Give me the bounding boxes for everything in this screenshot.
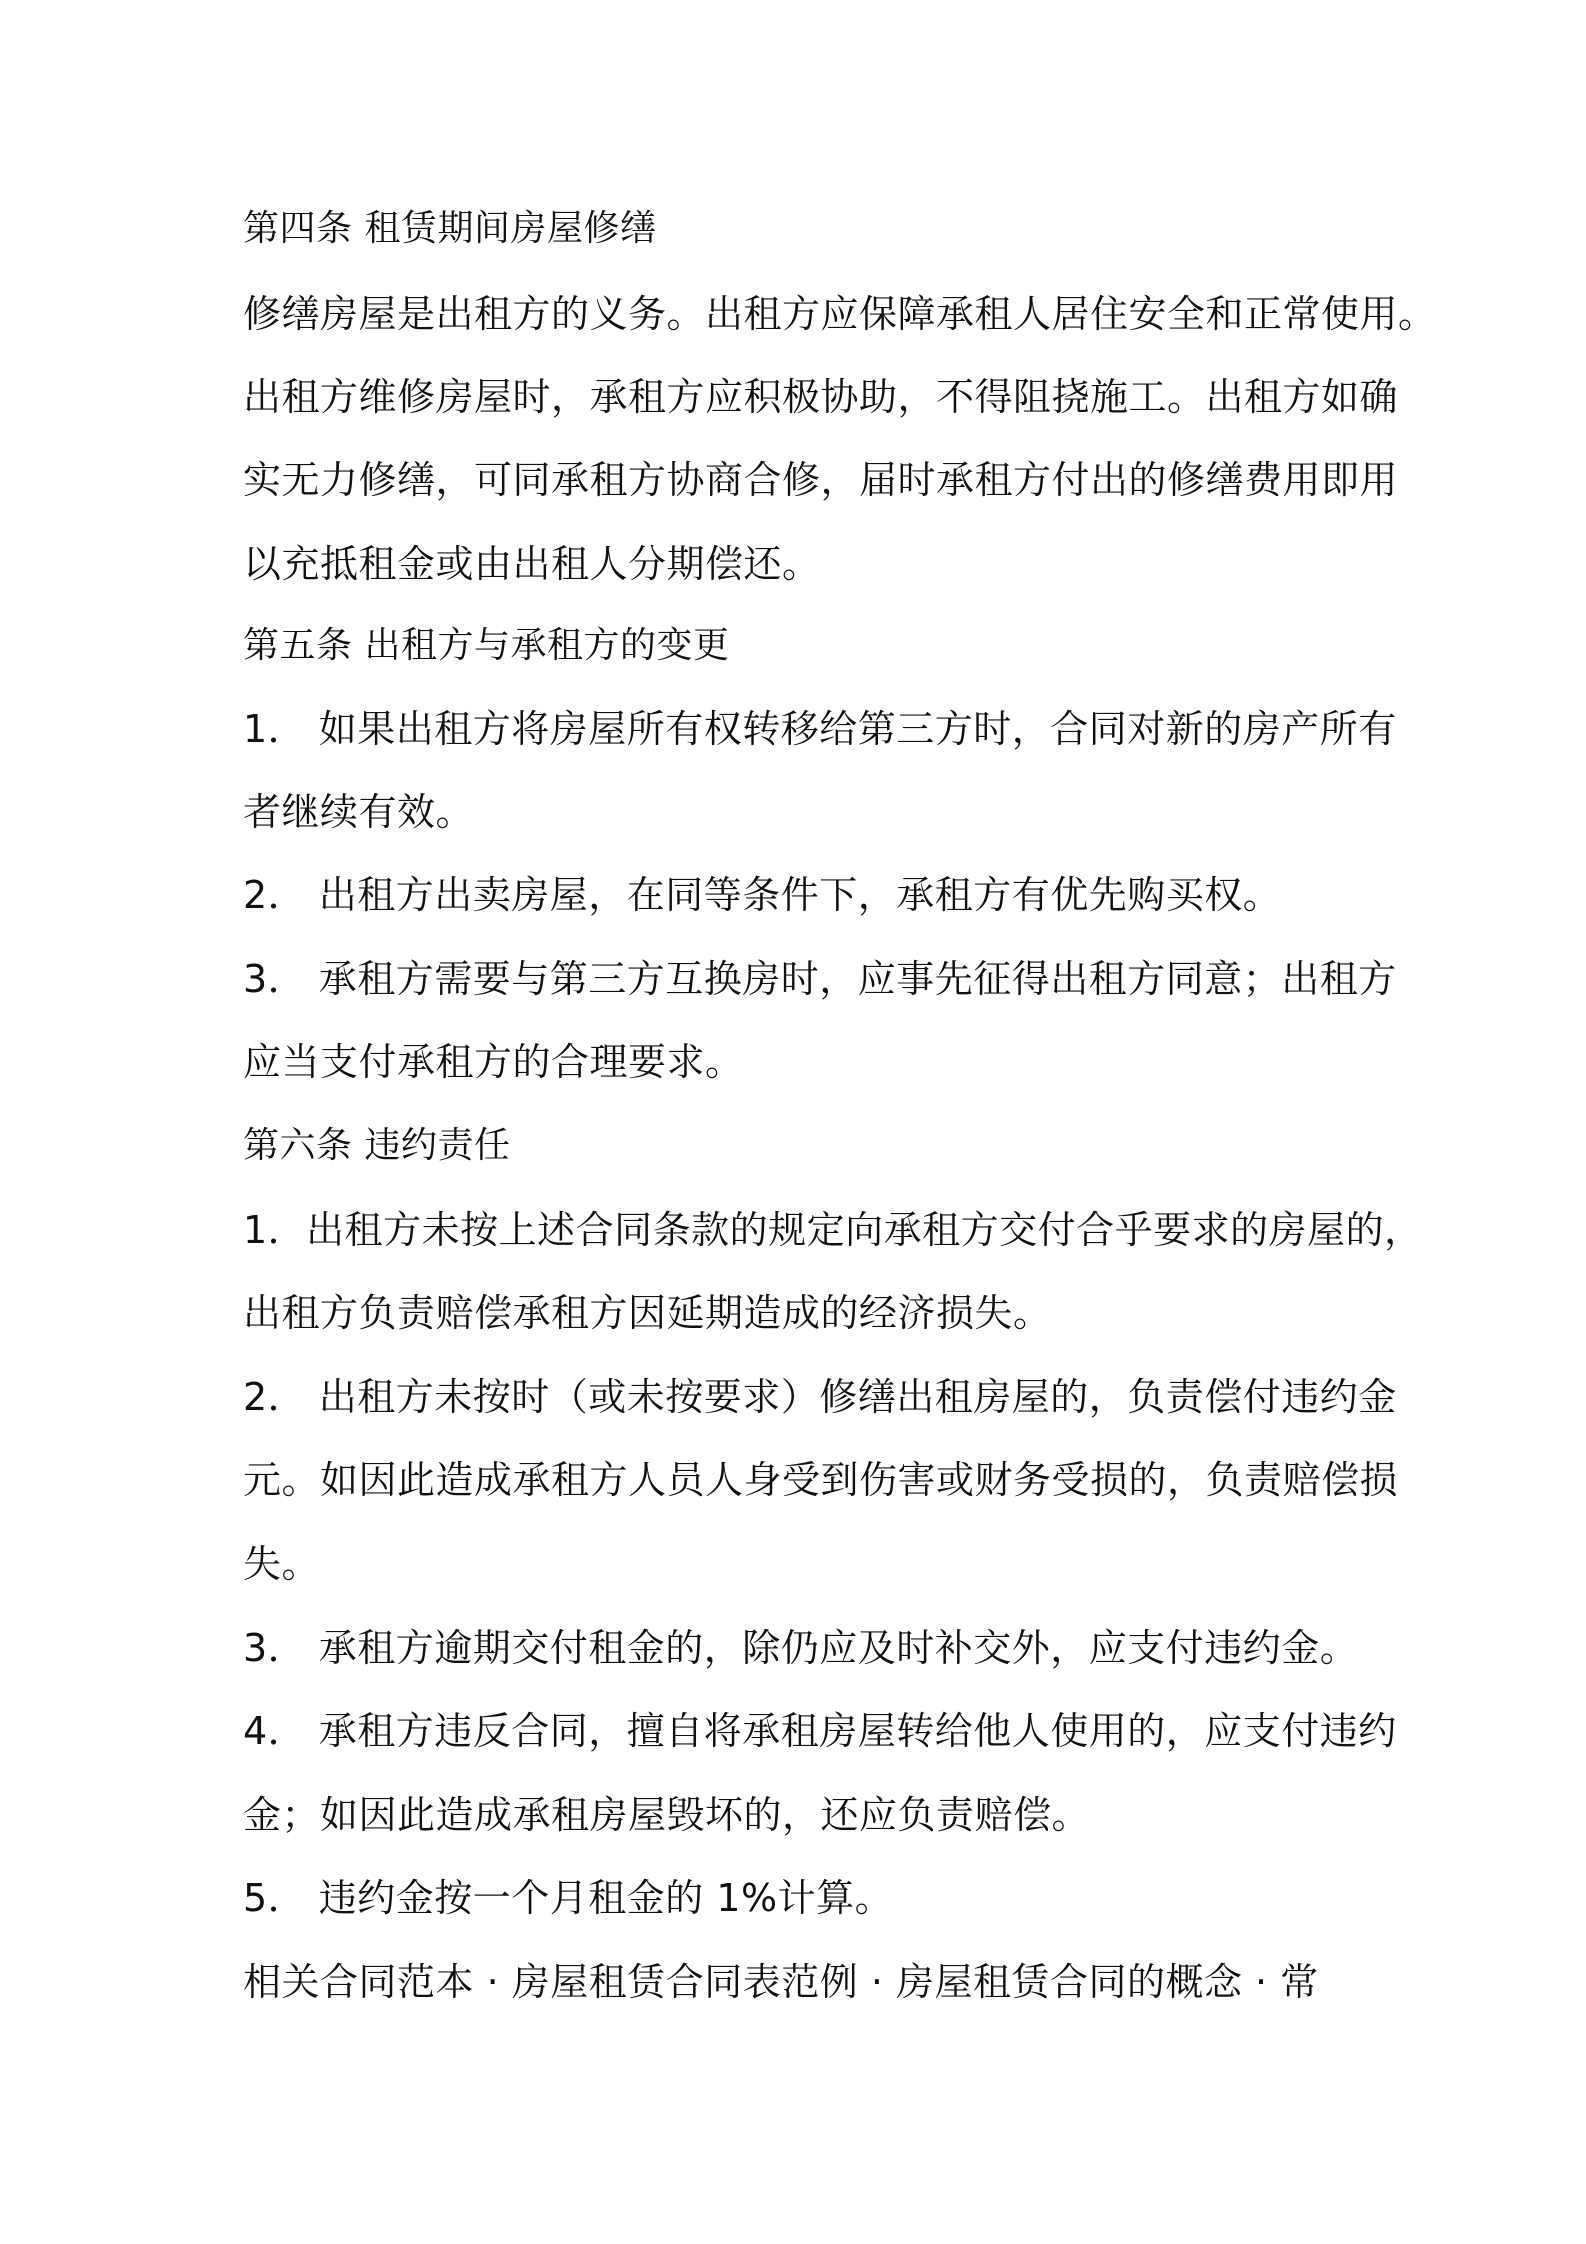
article-5-item-3-line-1: 3． 承租方需要与第三方互换房时，应事先征得出租方同意；出租方 — [243, 957, 1397, 1001]
article-6-item-4-line-2: 金；如因此造成承租房屋毁坏的，还应负责赔偿。 — [243, 1793, 1091, 1837]
article-6-item-3: 3． 承租方逾期交付租金的，除仍应及时补交外，应支付违约金。 — [243, 1626, 1359, 1670]
article-4-text-line-2: 出租方维修房屋时，承租方应积极协助，不得阻挠施工。出租方如确 — [243, 375, 1399, 419]
article-6-item-2-line-1: 2． 出租方未按时（或未按要求）修缮出租房屋的，负责偿付违约金 — [243, 1375, 1397, 1419]
article-5-item-2: 2． 出租方出卖房屋，在同等条件下，承租方有优先购买权。 — [243, 873, 1282, 917]
article-6-item-1-line-1: 1．出租方未按上述合同条款的规定向承租方交付合乎要求的房屋的， — [243, 1208, 1423, 1252]
article-4-text-line-1: 修缮房屋是出租方的义务。出租方应保障承租人居住安全和正常使用。 — [243, 292, 1437, 336]
related-templates-links[interactable]: 相关合同范本 · 房屋租赁合同表范例 · 房屋租赁合同的概念 · 常 — [243, 1960, 1319, 2004]
article-6-heading: 第六条 违约责任 — [243, 1125, 511, 1166]
article-6-item-2-line-2: 元。如因此造成承租方人员人身受到伤害或财务受损的，负责赔偿损 — [243, 1458, 1399, 1502]
article-5-item-1-line-1: 1． 如果出租方将房屋所有权转移给第三方时，合同对新的房产所有 — [243, 707, 1397, 751]
article-5-heading: 第五条 出租方与承租方的变更 — [243, 625, 730, 666]
article-4-heading: 第四条 租赁期间房屋修缮 — [243, 208, 657, 249]
article-4-text-line-4: 以充抵租金或由出租人分期偿还。 — [243, 542, 821, 586]
article-6-item-4-line-1: 4． 承租方违反合同，擅自将承租房屋转给他人使用的，应支付违约 — [243, 1709, 1397, 1753]
article-5-item-3-line-2: 应当支付承租方的合理要求。 — [243, 1040, 744, 1084]
article-4-text-line-3: 实无力修缮，可同承租方协商合修，届时承租方付出的修缮费用即用 — [243, 458, 1399, 502]
article-6-item-1-line-2: 出租方负责赔偿承租方因延期造成的经济损失。 — [243, 1291, 1052, 1335]
article-5-item-1-line-2: 者继续有效。 — [243, 790, 475, 834]
article-6-item-2-line-3: 失。 — [243, 1542, 321, 1586]
article-6-item-5: 5． 违约金按一个月租金的 1%计算。 — [243, 1876, 894, 1920]
